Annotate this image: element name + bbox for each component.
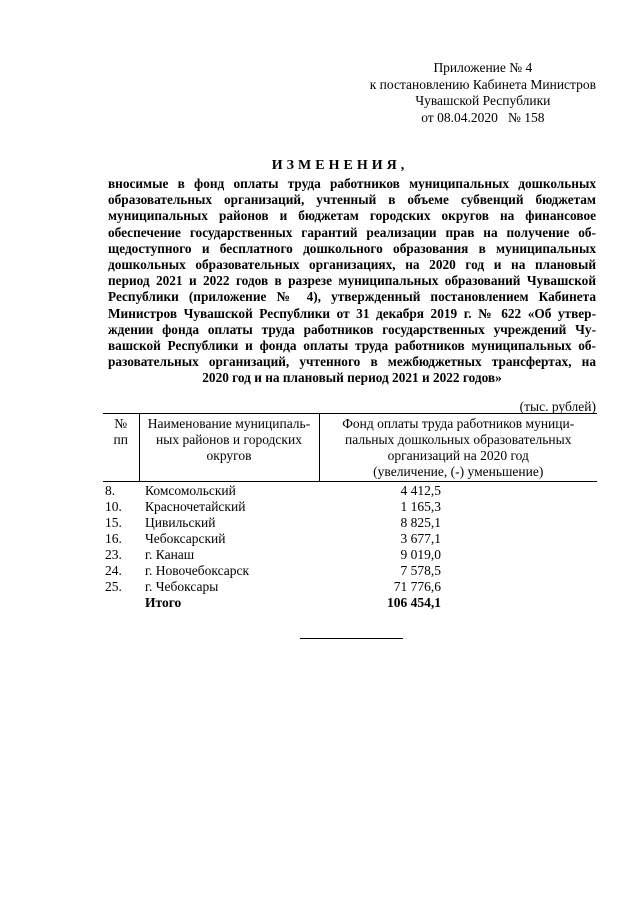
subtitle-line: период 2021 и 2022 годов в разрезе муниципальных образований Чувашской (108, 273, 596, 289)
header-name-line: ных районов и городских (156, 432, 302, 447)
header-name (139, 414, 319, 482)
subtitle-line: разовательных организаций, учтенного в межбюджетных трансфертах, на (108, 354, 596, 370)
table-row (103, 531, 597, 547)
subtitle-line: Министров Чувашской Республики от 31 декабря 2019 г. № 622 «Об утвер- (108, 305, 596, 321)
row-name: г. Новочебоксарск (145, 563, 250, 578)
header-fund-line: пальных дошкольных образовательных (345, 432, 572, 447)
row-value: 3 677,1 (400, 531, 441, 546)
appendix-header (370, 60, 596, 126)
funds-table (103, 413, 597, 611)
table-row (103, 579, 597, 595)
row-value: 8 825,1 (400, 515, 441, 530)
row-value: 1 165,3 (400, 499, 441, 514)
total-value: 106 454,1 (387, 595, 441, 610)
header-num-line: № (114, 416, 128, 431)
subtitle-line: муниципальных районов и бюджетам городских округов на финансовое (108, 208, 596, 224)
appendix-resolution: к постановлению Кабинета Министров (369, 76, 596, 92)
appendix-date: от 08.04.2020 № 158 (421, 109, 545, 125)
table-row (103, 499, 597, 515)
row-num: 16. (105, 531, 122, 546)
table-row (103, 482, 597, 500)
header-name-line: Наименование муниципаль- (147, 416, 311, 431)
row-name: Комсомольский (145, 483, 236, 498)
row-num: 15. (105, 515, 122, 530)
row-value: 9 019,0 (400, 547, 441, 562)
row-value: 7 578,5 (400, 563, 441, 578)
row-name: Чебоксарский (145, 531, 226, 546)
header-num (103, 414, 139, 482)
row-num: 8. (105, 483, 116, 498)
document-subtitle (108, 176, 596, 387)
row-num: 25. (105, 579, 122, 594)
subtitle-line: дошкольных образовательных организациях, на 2020 год и на плановый (108, 257, 596, 273)
header-fund-line: организаций на 2020 год (387, 448, 529, 463)
subtitle-line: образовательных организаций, учтенный в объеме субвенций бюджетам (108, 192, 596, 208)
row-name: г. Чебоксары (145, 579, 219, 594)
row-num: 24. (105, 563, 122, 578)
document-title: ИЗМЕНЕНИЯ, (271, 158, 409, 173)
table-row (103, 515, 597, 531)
units-label: (тыс. рублей) (519, 399, 596, 414)
row-name: г. Канаш (145, 547, 195, 562)
subtitle-line: обеспечение государственных гарантий реализации прав на получение об- (108, 224, 596, 240)
subtitle-line: вносимые в фонд оплаты труда работников муниципальных дошкольных (108, 176, 596, 191)
table-row (103, 547, 597, 563)
row-num: 23. (105, 547, 122, 562)
row-value: 71 776,6 (393, 579, 441, 594)
subtitle-line: ждении фонда оплаты труда работников государственных учреждений Чу- (108, 321, 596, 337)
header-fund-line: (увеличение, (-) уменьшение) (373, 464, 544, 479)
table-total-row (103, 595, 597, 611)
header-name-line: округов (206, 448, 252, 463)
appendix-republic: Чувашской Республики (415, 93, 551, 108)
row-name: Цивильский (145, 515, 216, 530)
closing-rule (300, 638, 403, 639)
header-fund-line: Фонд оплаты труда работников муници- (342, 416, 575, 431)
row-value: 4 412,5 (400, 483, 441, 498)
header-num-line: пп (113, 432, 128, 447)
appendix-number: Приложение № 4 (433, 60, 533, 75)
row-name: Красночетайский (145, 499, 246, 514)
subtitle-line: щедоступного и бесплатного дошкольного образования в муниципальных (108, 240, 596, 256)
subtitle-line: Республики (приложение № 4), утвержденный постановлением Кабинета (108, 289, 596, 305)
subtitle-line: вашской Республики и фонда оплаты труда работников муниципальных об- (108, 338, 596, 354)
header-fund (319, 414, 597, 482)
table-header-row (103, 414, 597, 482)
total-label: Итого (145, 595, 182, 610)
total-num (103, 595, 139, 611)
table-row (103, 563, 597, 579)
row-num: 10. (105, 499, 122, 514)
subtitle-line: 2020 год и на плановый период 2021 и 2022 годов» (202, 370, 502, 386)
